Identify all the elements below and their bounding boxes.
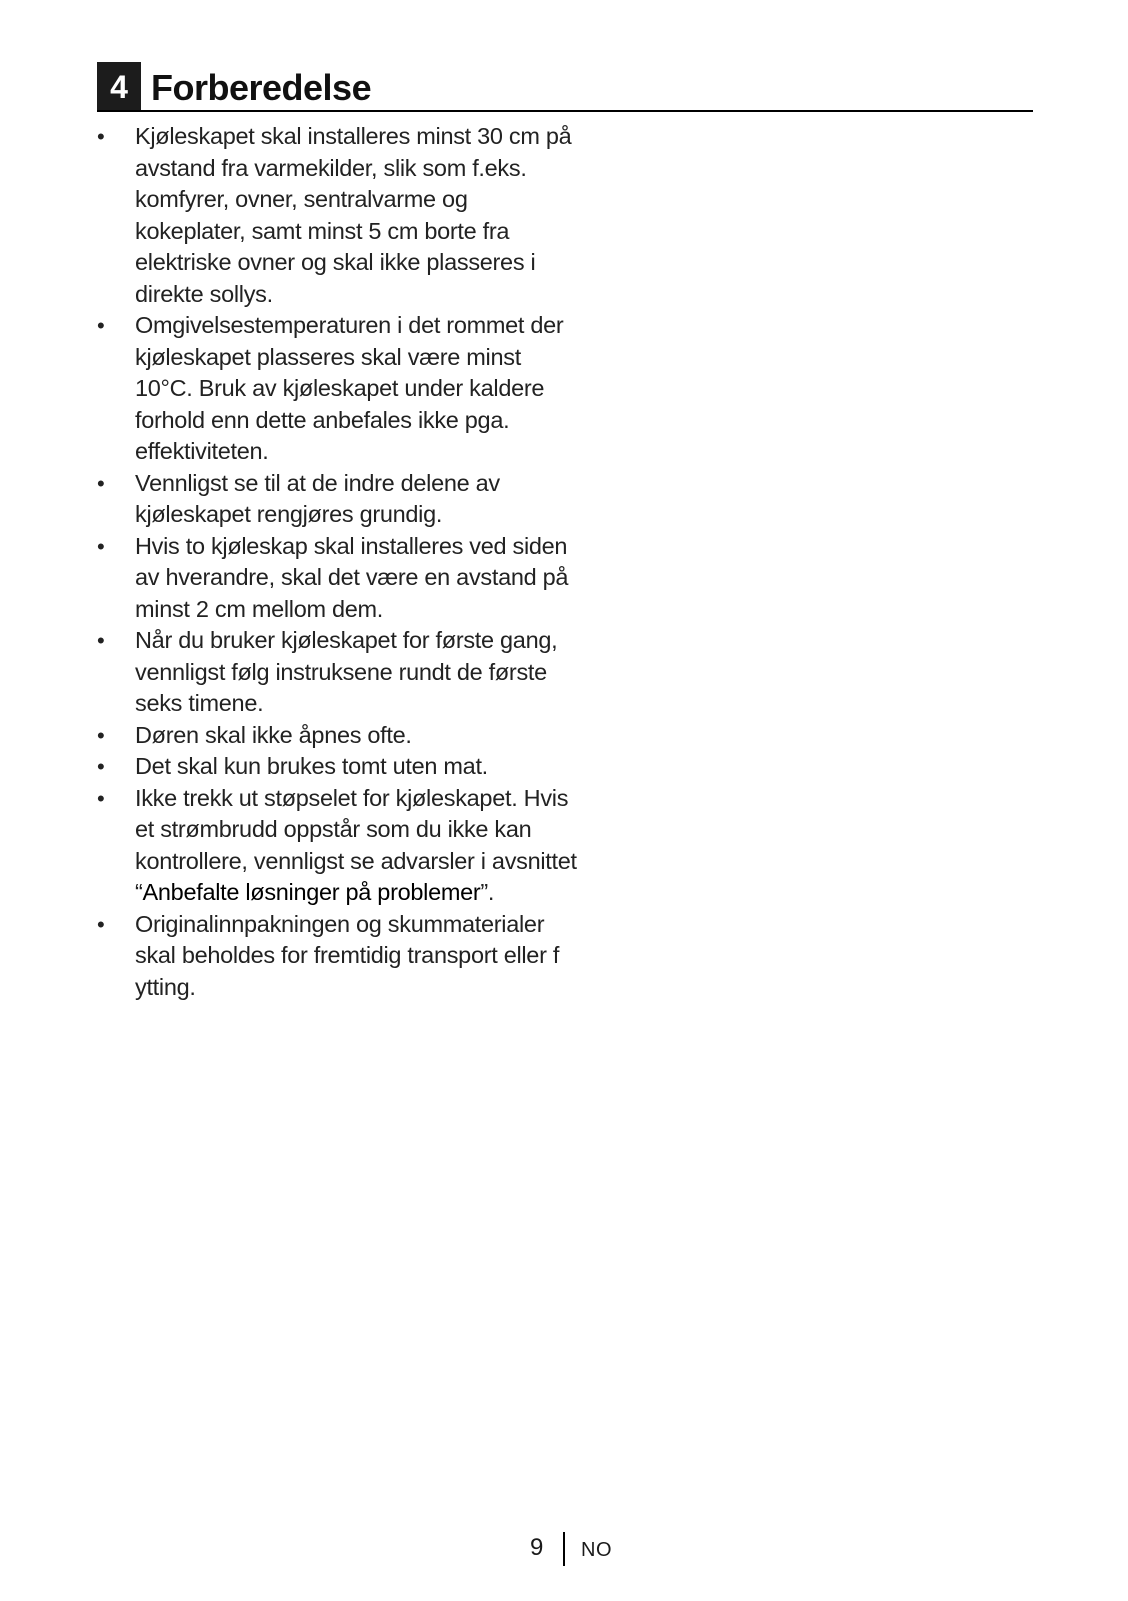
preparation-list xyxy=(97,121,577,1003)
list-item: • Det skal kun brukes tomt uten mat. xyxy=(97,751,577,783)
section-header xyxy=(97,62,1033,112)
bullet-icon: • xyxy=(97,754,105,779)
page-footer xyxy=(0,1530,1128,1570)
bullet-icon: • xyxy=(97,911,105,937)
bullet-icon: • xyxy=(97,533,105,559)
bullet-icon: • xyxy=(97,722,105,748)
list-item: • Døren skal ikke åpnes ofte. xyxy=(97,720,577,752)
page-number: 9 xyxy=(530,1534,544,1561)
bullet-icon: • xyxy=(97,628,105,653)
list-item: • Ikke trekk ut støpselet for kjøleskapet. Hvis et strømbrudd oppstår som du ikke kan kontrollere, vennligst se advarsler i avsnittet “Anbefalte løsninger på problemer”. xyxy=(97,784,577,905)
list-item: • Omgivelsestemperaturen i det rommet der kjøleskapet plasseres skal være minst 10°C. Bruk av kjøleskapet under kaldere forhold enn dette anbefales ikke pga. effektiviteten. xyxy=(97,312,564,464)
list-item: • Når du bruker kjøleskapet for første gang, vennligst følg instruksene rundt de første seks timene. xyxy=(97,627,558,716)
bullet-icon: • xyxy=(97,313,105,338)
bullet-icon: • xyxy=(97,470,105,496)
list-item: • Kjøleskapet skal installeres minst 30 cm på avstand fra varmekilder, slik som f.eks. komfyrer, ovner, sentralvarme og kokeplater, samt minst 5 cm borte fra elektriske ovner og skal ikke plasseres i direkte sollys. xyxy=(97,123,572,307)
language-code: NO xyxy=(581,1539,612,1561)
section-number: 4 xyxy=(97,62,141,110)
list-item: • Originalinnpakningen og skummaterialer skal beholdes for fremtidig transport eller f ytting. xyxy=(97,910,560,1000)
bullet-icon: • xyxy=(97,124,105,149)
list-item: • Hvis to kjøleskap skal installeres ved siden av hverandre, skal det være en avstand på minst 2 cm mellom dem. xyxy=(97,532,569,622)
section-title: Forberedelse xyxy=(151,67,372,108)
section-reference: Anbefalte løsninger på problemer xyxy=(142,879,481,905)
list-item: • Vennligst se til at de indre delene av kjøleskapet rengjøres grundig. xyxy=(97,469,500,527)
footer-divider xyxy=(563,1532,565,1566)
bullet-icon: • xyxy=(97,785,105,811)
